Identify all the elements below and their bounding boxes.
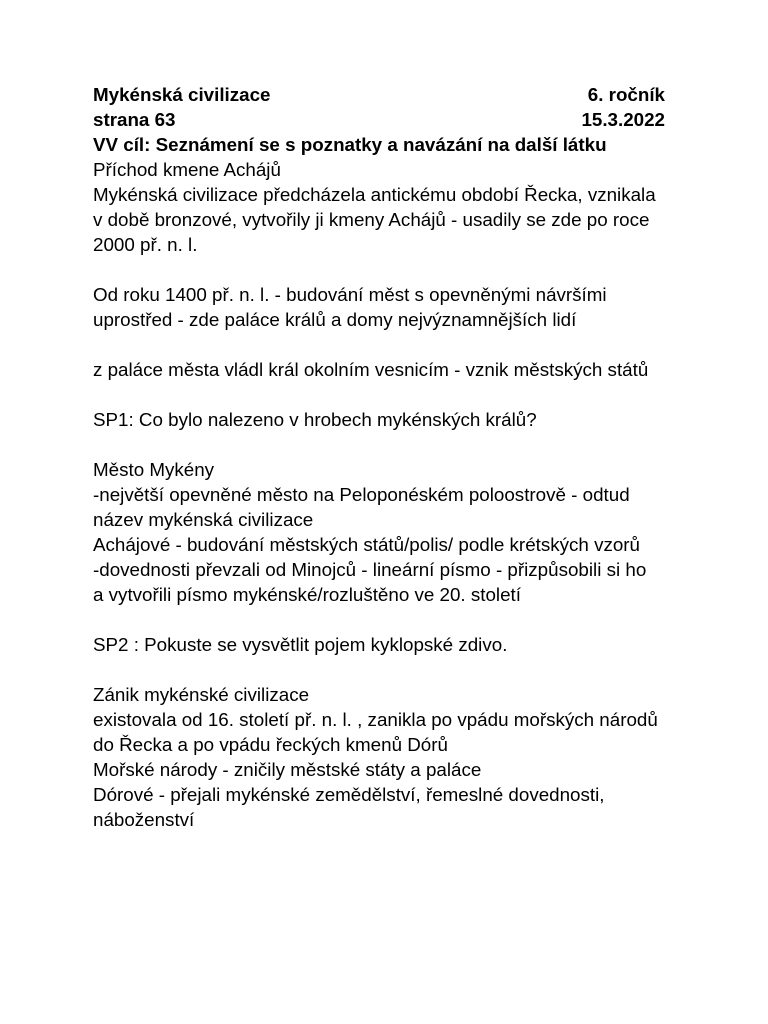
paragraph-line: existovala od 16. století př. n. l. , zanikla po vpádu mořských národů: [93, 709, 658, 730]
grade-label: 6. ročník: [587, 84, 665, 105]
title-row: [93, 82, 665, 107]
paragraph-line: 2000 př. n. l.: [93, 234, 198, 255]
paragraph-line: -dovednosti převzali od Minojců - lineární písmo - přizpůsobili si ho: [93, 559, 647, 580]
blank-line: [93, 657, 693, 682]
page-date-row: [93, 107, 665, 132]
blank-line: [93, 332, 693, 357]
section-heading-decline: Zánik mykénské civilizace: [93, 684, 310, 705]
question-sp1: SP1: Co bylo nalezeno v hrobech mykénských králů?: [93, 409, 537, 430]
paragraph-line: do Řecka a po vpádu řeckých kmenů Dórů: [93, 734, 448, 755]
blank-line: [93, 432, 693, 457]
page-reference: strana 63: [93, 109, 176, 130]
paragraph-line: Achájové - budování městských států/polis/ podle krétských vzorů: [93, 534, 641, 555]
learning-goal: VV cíl: Seznámení se s poznatky a navázání na další látku: [93, 134, 607, 155]
blank-line: [93, 257, 693, 282]
section-heading-arrival: Příchod kmene Achájů: [93, 159, 281, 180]
document-date: 15.3.2022: [581, 109, 665, 130]
paragraph-line: Mořské národy - zničily městské státy a paláce: [93, 759, 482, 780]
paragraph-line: -největší opevněné město na Peloponéském poloostrově - odtud: [93, 484, 630, 505]
blank-line: [93, 607, 693, 632]
section-heading-mykeny: Město Mykény: [93, 459, 215, 480]
document-page: [93, 82, 693, 832]
paragraph-line: název mykénská civilizace: [93, 509, 314, 530]
question-sp2: SP2 : Pokuste se vysvětlit pojem kyklopské zdivo.: [93, 634, 508, 655]
document-title: Mykénská civilizace: [93, 84, 271, 105]
paragraph-line: Od roku 1400 př. n. l. - budování měst s opevněnými návršími: [93, 284, 607, 305]
paragraph-line: Dórové - přejali mykénské zemědělství, řemeslné dovednosti,: [93, 784, 605, 805]
paragraph-line: náboženství: [93, 809, 195, 830]
paragraph-line: uprostřed - zde paláce králů a domy nejvýznamnějších lidí: [93, 309, 577, 330]
paragraph-line: a vytvořili písmo mykénské/rozluštěno ve 20. století: [93, 584, 521, 605]
blank-line: [93, 382, 693, 407]
paragraph-line: v době bronzové, vytvořily ji kmeny Achájů - usadily se zde po roce: [93, 209, 650, 230]
paragraph-line: Mykénská civilizace předcházela antickému období Řecka, vznikala: [93, 184, 656, 205]
paragraph-line: z paláce města vládl král okolním vesnicím - vznik městských států: [93, 359, 649, 380]
